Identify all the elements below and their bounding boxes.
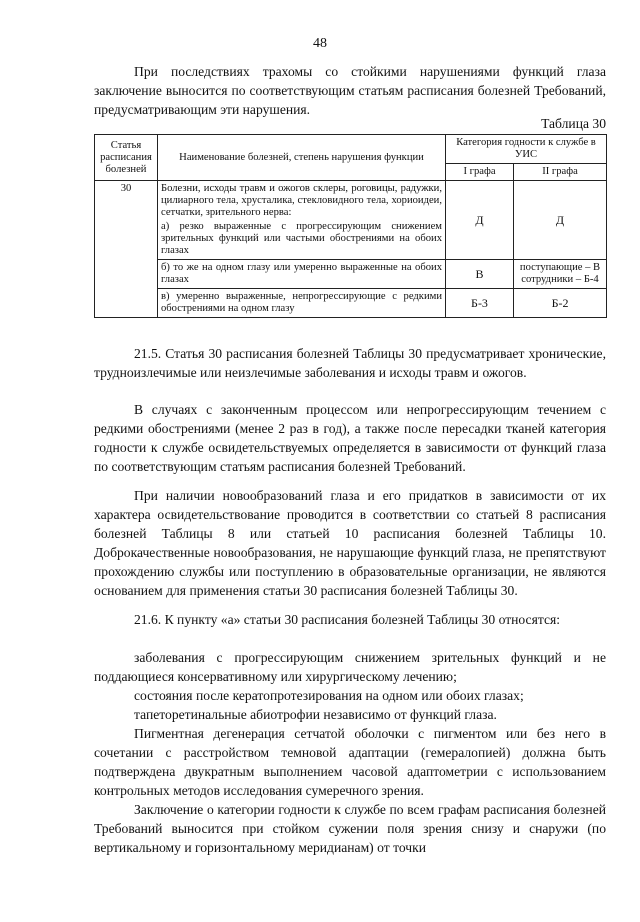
row-c-column-1: Б-3 [446, 289, 514, 318]
paragraph-21-6: 21.6. К пункту «а» статьи 30 расписания болезней Таблицы 30 относятся: [134, 612, 561, 627]
list-item-abiotrophy: тапеторетинальные абиотрофии независимо от функций глаза. [134, 707, 497, 722]
header-category: Категория годности к службе в УИС [446, 135, 607, 164]
list-item-keratoprosthesis: состояния после кератопротезирования на одном или обоих глазах; [134, 688, 524, 703]
row-a-description [158, 181, 446, 260]
paragraph-21-5: 21.5. Статья 30 расписания болезней Таблицы 30 предусматривает хронические, трудноизлечимые или неизлечимые заболевания и исходы травм и ожогов. [94, 346, 606, 380]
row-c-column-2: Б-2 [514, 289, 607, 318]
intro-paragraph: При последствиях трахомы со стойкими нарушениями функций глаза заключение выносится по соответствующим статьям расписания болезней Требований, предусматривающим эти нарушения. [94, 64, 606, 117]
paragraph-neoplasms: При наличии новообразований глаза и его придатков в зависимости от их характера освидетельствование проводится в соответствии со статьей 8 расписания болезней Таблицы 8 или статьей 10 расписания болезней Таблицы 10. Доброкачественные новообразования, не нарушающие функций глаза, не препятствуют прохождению службы или поступлению в образовательные организации, не являются основанием для применения статьи 30 расписания болезней Таблицы 30. [94, 488, 606, 598]
paragraph-pigment-degeneration: Пигментная дегенерация сетчатой оболочки с пигментом или без него в сочетании с расстройством темновой адаптации (гемералопией) должна быть подтверждена двукратным выполнением часовой адаптометрии с использованием контрольных методов исследования сумеречного зрения. [94, 726, 606, 798]
row-c-description: в) умеренно выраженные, непрогрессирующие с редкими обострениями на одном глазу [158, 289, 446, 318]
row-b-column-2: поступающие – В сотрудники – Б-4 [514, 260, 607, 289]
table-caption: Таблица 30 [541, 116, 606, 131]
paragraph-conclusion: Заключение о категории годности к службе по всем графам расписания болезней Требований выносится при стойком сужении поля зрения снизу и снаружи (по вертикальному и горизонтальному меридианам) от точки [94, 802, 606, 855]
row-a-column-2: Д [514, 181, 607, 260]
row-b-description: б) то же на одном глазу или умеренно выраженные на обоих глазах [158, 260, 446, 289]
header-column-2: II графа [514, 164, 607, 181]
article-number: 30 [95, 181, 158, 318]
table-header-row [95, 135, 607, 164]
table-row [95, 181, 607, 260]
general-description: Болезни, исходы травм и ожогов склеры, роговицы, радужки, цилиарного тела, хрусталика, стекловидного тела, хориоидеи, сетчатки, зрительного нерва: [161, 183, 442, 218]
header-column-1: I графа [446, 164, 514, 181]
table-row [95, 289, 607, 318]
header-article: Статья расписания болезней [95, 135, 158, 181]
paragraph-completed-process: В случаях с законченным процессом или непрогрессирующим течением с редкими обострениями (менее 2 раз в год), а также после пересадки тканей категория годности к службе освидетельствуемых определяется в зависимости от функций глаза по соответствующим статьям расписания болезней Требований. [94, 402, 606, 474]
page-number: 48 [313, 36, 327, 51]
row-a-column-1: Д [446, 181, 514, 260]
row-a-text: а) резко выраженные с прогрессирующим снижением зрительных функций или частыми обострениями на обоих глазах [161, 221, 442, 256]
table-row [95, 260, 607, 289]
disease-table [94, 134, 607, 318]
header-disease-name: Наименование болезней, степень нарушения функции [158, 135, 446, 181]
row-b-column-1: В [446, 260, 514, 289]
list-item-progressive: заболевания с прогрессирующим снижением зрительных функций и не поддающиеся консервативному или хирургическому лечению; [94, 650, 606, 684]
